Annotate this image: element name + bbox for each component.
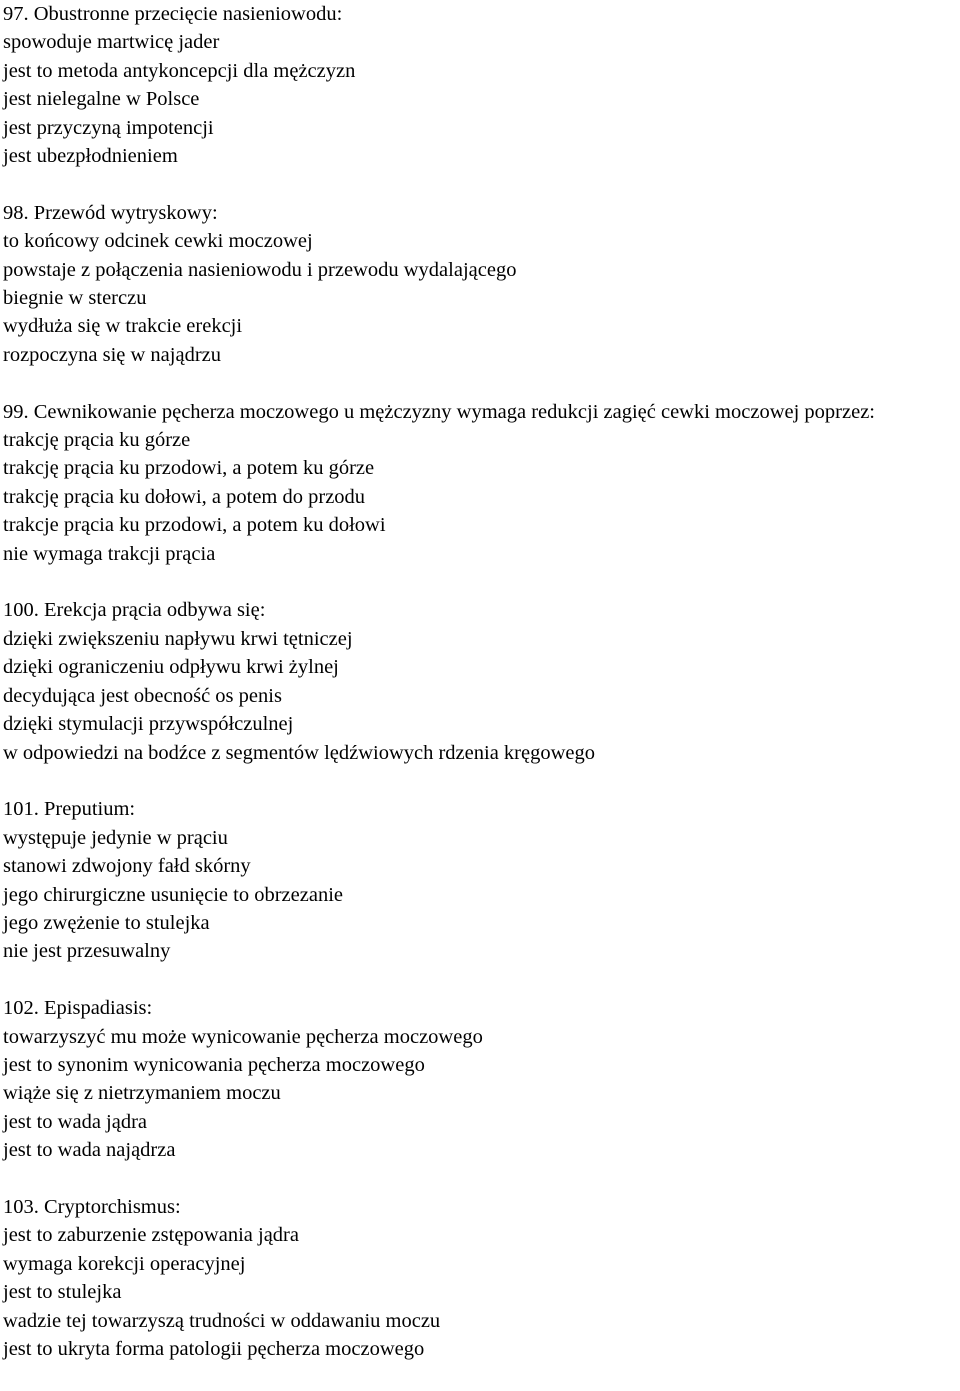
answer-option: jest ubezpłodnieniem <box>3 145 178 168</box>
answer-option: to końcowy odcinek cewki moczowej <box>3 230 313 253</box>
answer-option: jest nielegalne w Polsce <box>3 88 200 111</box>
answer-option: wydłuża się w trakcie erekcji <box>3 315 243 338</box>
answer-option: wiąże się z nietrzymaniem moczu <box>3 1082 281 1105</box>
question-title: 102. Epispadiasis: <box>3 997 153 1020</box>
answer-option: jest to synonim wynicowania pęcherza moczowego <box>3 1053 425 1076</box>
answer-option: wadzie tej towarzyszą trudności w oddawaniu moczu <box>3 1309 441 1332</box>
answer-option: decydująca jest obecność os penis <box>3 684 282 707</box>
answer-option: jest to metoda antykoncepcji dla mężczyzn <box>3 59 356 82</box>
answer-option: trakcję prącia ku przodowi, a potem ku górze <box>3 457 375 480</box>
quiz-document <box>3 0 958 1363</box>
question-title: 103. Cryptorchismus: <box>3 1195 181 1218</box>
answer-option: trakcję prącia ku dołowi, a potem do przodu <box>3 485 366 508</box>
question-98 <box>3 199 958 369</box>
answer-option: jest przyczyną impotencji <box>3 116 214 139</box>
answer-option: spowoduje martwicę jader <box>3 31 220 54</box>
answer-option: stanowi zdwojony fałd skórny <box>3 855 251 878</box>
answer-option: nie jest przesuwalny <box>3 940 171 963</box>
answer-option: nie wymaga trakcji prącia <box>3 542 216 565</box>
answer-option: jest to stulejka <box>3 1281 122 1304</box>
answer-option: trakcje prącia ku przodowi, a potem ku dołowi <box>3 514 386 537</box>
question-title: 98. Przewód wytryskowy: <box>3 201 218 224</box>
question-title: 100. Erekcja prącia odbywa się: <box>3 599 266 622</box>
answer-option: jego chirurgiczne usunięcie to obrzezanie <box>3 883 343 906</box>
question-103 <box>3 1193 958 1363</box>
answer-option: dzięki stymulacji przywspółczulnej <box>3 713 294 736</box>
answer-option: powstaje z połączenia nasieniowodu i przewodu wydalającego <box>3 258 517 281</box>
answer-option: jest to ukryta forma patologii pęcherza moczowego <box>3 1338 425 1360</box>
answer-option: jest to zaburzenie zstępowania jądra <box>3 1224 299 1247</box>
question-99 <box>3 398 958 568</box>
answer-option: rozpoczyna się w najądrzu <box>3 343 221 366</box>
answer-option: jest to wada jądra <box>3 1110 148 1133</box>
question-title: 101. Preputium: <box>3 798 136 821</box>
answer-option: biegnie w sterczu <box>3 287 147 310</box>
answer-option: dzięki zwiększeniu napływu krwi tętniczej <box>3 627 353 650</box>
question-97 <box>3 0 958 170</box>
answer-option: jego zwężenie to stulejka <box>3 911 210 934</box>
answer-option: w odpowiedzi na bodźce z segmentów lędźwiowych rdzenia kręgowego <box>3 741 596 764</box>
answer-option: trakcję prącia ku górze <box>3 429 191 452</box>
question-102 <box>3 994 958 1164</box>
answer-option: towarzyszyć mu może wynicowanie pęcherza moczowego <box>3 1025 483 1048</box>
question-title: 97. Obustronne przecięcie nasieniowodu: <box>3 3 343 25</box>
question-title: 99. Cewnikowanie pęcherza moczowego u mężczyzny wymaga redukcji zagięć cewki moczowej poprzez: <box>3 400 875 423</box>
answer-option: jest to wada najądrza <box>3 1139 176 1162</box>
answer-option: wymaga korekcji operacyjnej <box>3 1252 246 1275</box>
question-100 <box>3 596 958 766</box>
answer-option: występuje jedynie w prąciu <box>3 826 228 849</box>
question-101 <box>3 795 958 965</box>
answer-option: dzięki ograniczeniu odpływu krwi żylnej <box>3 656 339 679</box>
